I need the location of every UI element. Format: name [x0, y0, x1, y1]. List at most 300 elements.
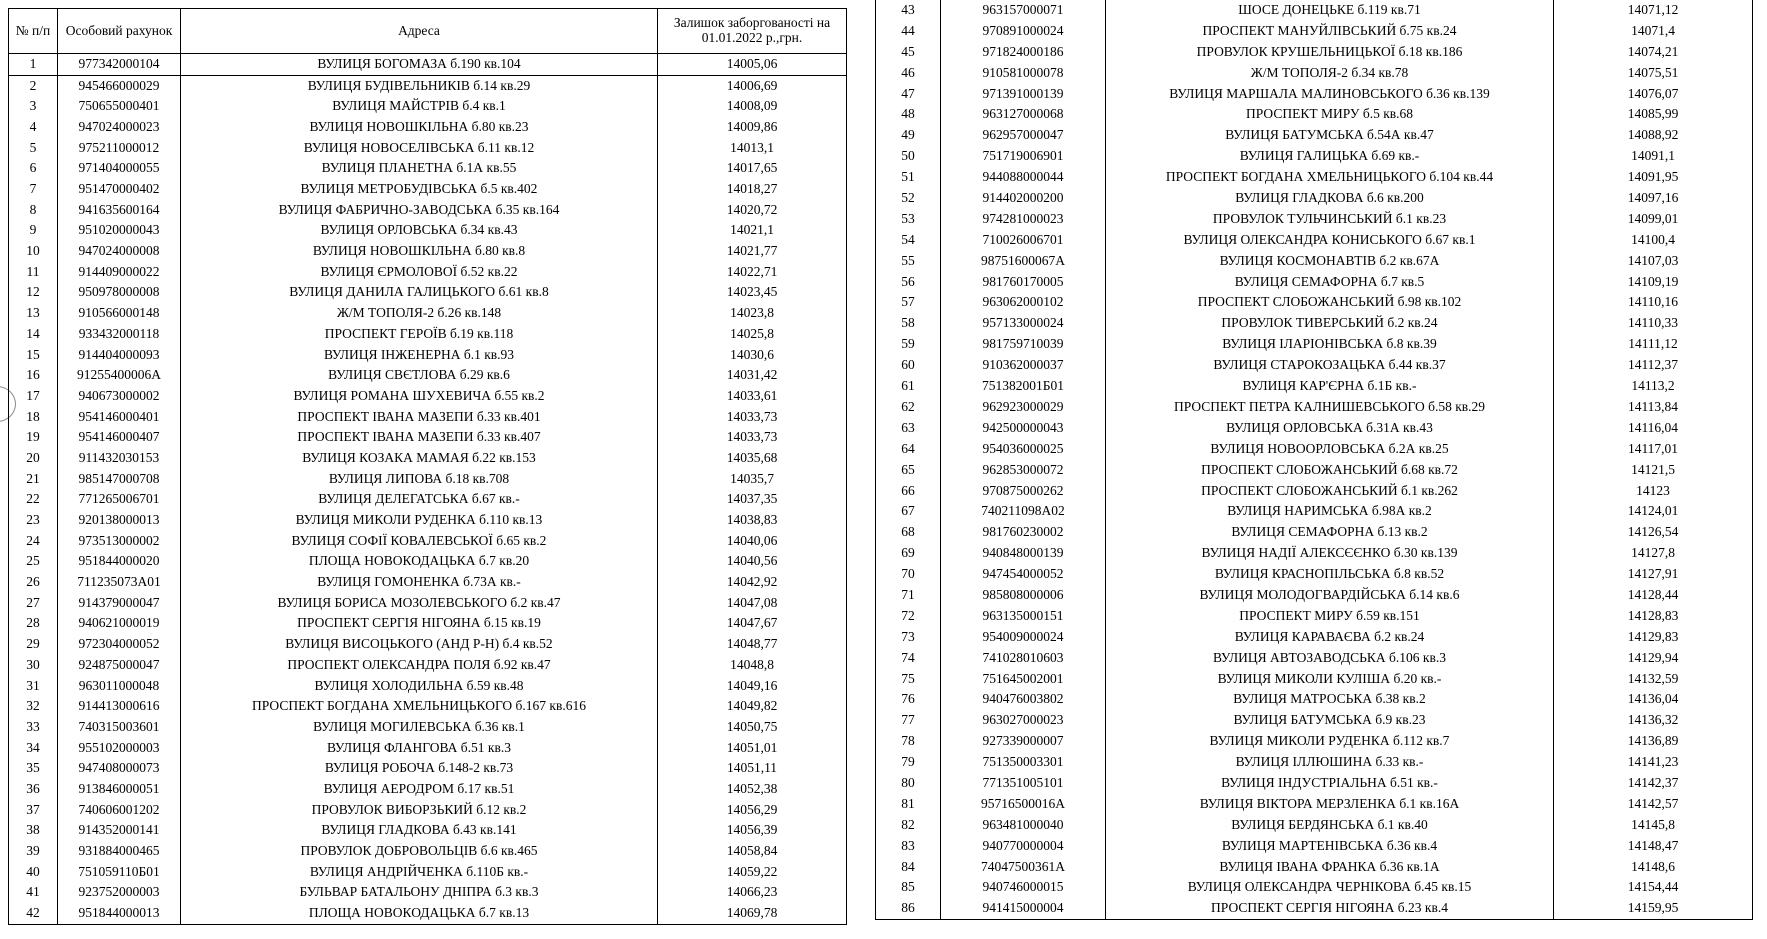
- debt-amount: 14033,73: [658, 427, 847, 448]
- table-row: [876, 188, 1753, 209]
- address: ВУЛИЦЯ ОЛЕКСАНДРА КОНИСЬКОГО б.67 кв.1: [1106, 230, 1554, 251]
- debt-amount: 14141,23: [1554, 752, 1753, 773]
- table-row: [9, 903, 847, 924]
- account-number: 975211000012: [58, 138, 181, 159]
- row-number: 18: [9, 407, 58, 428]
- table-row: [876, 104, 1753, 125]
- debt-amount: 14145,8: [1554, 815, 1753, 836]
- account-number: 981760230002: [941, 522, 1106, 543]
- row-number: 57: [876, 292, 941, 313]
- account-number: 942500000043: [941, 418, 1106, 439]
- address: ВУЛИЦЯ НАРИМСЬКА б.98А кв.2: [1106, 501, 1554, 522]
- row-number: 28: [9, 614, 58, 635]
- table-row: [876, 501, 1753, 522]
- row-number: 65: [876, 460, 941, 481]
- address: ВУЛИЦЯ РОБОЧА б.148-2 кв.73: [181, 758, 658, 779]
- debt-amount: 14091,95: [1554, 167, 1753, 188]
- row-number: 6: [9, 158, 58, 179]
- debt-amount: 14076,07: [1554, 84, 1753, 105]
- address: ВУЛИЦЯ ПЛАНЕТНА б.1А кв.55: [181, 158, 658, 179]
- account-number: 963062000102: [941, 292, 1106, 313]
- row-number: 68: [876, 522, 941, 543]
- debt-amount: 14020,72: [658, 200, 847, 221]
- table-row: [9, 655, 847, 676]
- address: ВУЛИЦЯ СОФІЇ КОВАЛЕВСЬКОЇ б.65 кв.2: [181, 531, 658, 552]
- table-row: [876, 836, 1753, 857]
- row-number: 24: [9, 531, 58, 552]
- debt-amount: 14052,38: [658, 779, 847, 800]
- account-number: 910581000078: [941, 63, 1106, 84]
- address: ВУЛИЦЯ ФЛАНГОВА б.51 кв.3: [181, 738, 658, 759]
- address: ВУЛИЦЯ СВЄТЛОВА б.29 кв.6: [181, 365, 658, 386]
- account-number: 947024000008: [58, 241, 181, 262]
- row-number: 58: [876, 313, 941, 334]
- account-number: 951470000402: [58, 179, 181, 200]
- account-number: 985808000006: [941, 585, 1106, 606]
- row-number: 47: [876, 84, 941, 105]
- table-row: [876, 627, 1753, 648]
- debt-amount: 14005,06: [658, 54, 847, 76]
- row-number: 31: [9, 676, 58, 697]
- table-row: [876, 125, 1753, 146]
- address: ВУЛИЦЯ КАР'ЄРНА б.1Б кв.-: [1106, 376, 1554, 397]
- row-number: 45: [876, 42, 941, 63]
- row-number: 38: [9, 820, 58, 841]
- debt-amount: 14129,83: [1554, 627, 1753, 648]
- row-number: 32: [9, 696, 58, 717]
- row-number: 25: [9, 552, 58, 573]
- address: ВУЛИЦЯ ІЛАРІОНІВСЬКА б.8 кв.39: [1106, 334, 1554, 355]
- row-number: 10: [9, 241, 58, 262]
- account-number: 74047500361А: [941, 857, 1106, 878]
- table-row: [9, 117, 847, 138]
- row-number: 15: [9, 345, 58, 366]
- column-header-address: Адреса: [181, 9, 658, 54]
- table-row: [9, 283, 847, 304]
- row-number: 11: [9, 262, 58, 283]
- debt-amount: 14008,09: [658, 96, 847, 117]
- address: ВУЛИЦЯ ІНЖЕНЕРНА б.1 кв.93: [181, 345, 658, 366]
- address: ВУЛИЦЯ БОГОМАЗА б.190 кв.104: [181, 54, 658, 76]
- debt-amount: 14033,73: [658, 407, 847, 428]
- debt-amount: 14117,01: [1554, 439, 1753, 460]
- debt-amount: 14113,2: [1554, 376, 1753, 397]
- debt-amount: 14126,54: [1554, 522, 1753, 543]
- debt-amount: 14040,06: [658, 531, 847, 552]
- table-row: [9, 531, 847, 552]
- table-row: [9, 883, 847, 904]
- account-number: 957133000024: [941, 313, 1106, 334]
- address: ВУЛИЦЯ НОВОШКІЛЬНА б.80 кв.23: [181, 117, 658, 138]
- table-row: [9, 820, 847, 841]
- row-number: 67: [876, 501, 941, 522]
- row-number: 82: [876, 815, 941, 836]
- row-number: 69: [876, 543, 941, 564]
- row-number: 46: [876, 63, 941, 84]
- account-number: 951844000013: [58, 903, 181, 924]
- account-number: 947408000073: [58, 758, 181, 779]
- table-row: [9, 241, 847, 262]
- row-number: 44: [876, 21, 941, 42]
- account-number: 962853000072: [941, 460, 1106, 481]
- account-number: 954009000024: [941, 627, 1106, 648]
- account-number: 924875000047: [58, 655, 181, 676]
- debt-amount: 14123: [1554, 480, 1753, 501]
- address: ПРОСПЕКТ СЕРГІЯ НІГОЯНА б.23 кв.4: [1106, 898, 1554, 919]
- row-number: 84: [876, 857, 941, 878]
- debt-amount: 14023,45: [658, 283, 847, 304]
- table-row: [876, 564, 1753, 585]
- debt-amount: 14051,01: [658, 738, 847, 759]
- account-number: 981760170005: [941, 272, 1106, 293]
- debt-amount: 14127,91: [1554, 564, 1753, 585]
- table-row: [9, 614, 847, 635]
- row-number: 75: [876, 669, 941, 690]
- row-number: 13: [9, 303, 58, 324]
- table-row: [9, 696, 847, 717]
- account-number: 914413000616: [58, 696, 181, 717]
- address: ВУЛИЦЯ ЄРМОЛОВОЇ б.52 кв.22: [181, 262, 658, 283]
- table-row: [876, 42, 1753, 63]
- table-row: [9, 572, 847, 593]
- debt-amount: 14075,51: [1554, 63, 1753, 84]
- table-row: [876, 272, 1753, 293]
- address: ВУЛИЦЯ МАТРОСЬКА б.38 кв.2: [1106, 689, 1554, 710]
- debt-amount: 14009,86: [658, 117, 847, 138]
- row-number: 27: [9, 593, 58, 614]
- debt-amount: 14132,59: [1554, 669, 1753, 690]
- address: ВУЛИЦЯ ОРЛОВСЬКА б.34 кв.43: [181, 221, 658, 242]
- row-number: 19: [9, 427, 58, 448]
- row-number: 7: [9, 179, 58, 200]
- account-number: 954036000025: [941, 439, 1106, 460]
- table-row: [9, 738, 847, 759]
- table-row: [9, 324, 847, 345]
- row-number: 8: [9, 200, 58, 221]
- row-number: 81: [876, 794, 941, 815]
- account-number: 963127000068: [941, 104, 1106, 125]
- debt-amount: 14031,42: [658, 365, 847, 386]
- table-row: [876, 648, 1753, 669]
- debt-amount: 14128,83: [1554, 606, 1753, 627]
- column-header-row-number: № п/п: [9, 9, 58, 54]
- row-number: 22: [9, 489, 58, 510]
- table-row: [876, 230, 1753, 251]
- debt-amount: 14017,65: [658, 158, 847, 179]
- address: ВУЛИЦЯ КОЗАКА МАМАЯ б.22 кв.153: [181, 448, 658, 469]
- address: ПРОСПЕКТ ГЕРОЇВ б.19 кв.118: [181, 324, 658, 345]
- account-number: 931884000465: [58, 841, 181, 862]
- row-number: 4: [9, 117, 58, 138]
- row-number: 36: [9, 779, 58, 800]
- row-number: 76: [876, 689, 941, 710]
- debt-amount: 14018,27: [658, 179, 847, 200]
- debt-amount: 14071,4: [1554, 21, 1753, 42]
- table-row: [9, 365, 847, 386]
- account-number: 711235073А01: [58, 572, 181, 593]
- table-row: [9, 158, 847, 179]
- header-row: [9, 9, 847, 54]
- row-number: 60: [876, 355, 941, 376]
- table-row: [876, 710, 1753, 731]
- address: ПРОВУЛОК ДОБРОВОЛЬЦІВ б.6 кв.465: [181, 841, 658, 862]
- debt-amount: 14066,23: [658, 883, 847, 904]
- table-row: [876, 355, 1753, 376]
- debt-amount: 14051,11: [658, 758, 847, 779]
- address: ВУЛИЦЯ МИКОЛИ РУДЕНКА б.112 кв.7: [1106, 731, 1554, 752]
- debt-amount: 14040,56: [658, 552, 847, 573]
- address: ВУЛИЦЯ ГЛАДКОВА б.6 кв.200: [1106, 188, 1554, 209]
- account-number: 963481000040: [941, 815, 1106, 836]
- account-number: 950978000008: [58, 283, 181, 304]
- debt-amount: 14154,44: [1554, 877, 1753, 898]
- account-number: 947024000023: [58, 117, 181, 138]
- debt-amount: 14038,83: [658, 510, 847, 531]
- row-number: 56: [876, 272, 941, 293]
- address: ВУЛИЦЯ БУДІВЕЛЬНИКІВ б.14 кв.29: [181, 75, 658, 96]
- debt-amount: 14110,33: [1554, 313, 1753, 334]
- address: ПРОСПЕКТ МАНУЙЛІВСЬКИЙ б.75 кв.24: [1106, 21, 1554, 42]
- row-number: 1: [9, 54, 58, 76]
- debt-table-header: [9, 9, 847, 54]
- address: ВУЛИЦЯ КАРАВАЄВА б.2 кв.24: [1106, 627, 1554, 648]
- table-row: [9, 676, 847, 697]
- table-row: [9, 179, 847, 200]
- debt-amount: 14037,35: [658, 489, 847, 510]
- row-number: 16: [9, 365, 58, 386]
- address: ШОСЕ ДОНЕЦЬКЕ б.119 кв.71: [1106, 0, 1554, 21]
- debt-amount: 14107,03: [1554, 251, 1753, 272]
- debt-amount: 14056,29: [658, 800, 847, 821]
- account-number: 914409000022: [58, 262, 181, 283]
- debt-amount: 14013,1: [658, 138, 847, 159]
- debt-amount: 14127,8: [1554, 543, 1753, 564]
- debt-amount: 14021,1: [658, 221, 847, 242]
- table-row: [876, 522, 1753, 543]
- address: ПРОВУЛОК КРУШЕЛЬНИЦЬКОЇ б.18 кв.186: [1106, 42, 1554, 63]
- table-row: [876, 773, 1753, 794]
- row-number: 14: [9, 324, 58, 345]
- address: ВУЛИЦЯ ІЛЛЮШИНА б.33 кв.-: [1106, 752, 1554, 773]
- table-row: [9, 200, 847, 221]
- account-number: 945466000029: [58, 75, 181, 96]
- table-row: [876, 815, 1753, 836]
- account-number: 985147000708: [58, 469, 181, 490]
- row-number: 48: [876, 104, 941, 125]
- account-number: 940848000139: [941, 543, 1106, 564]
- account-number: 963011000048: [58, 676, 181, 697]
- table-row: [876, 794, 1753, 815]
- account-number: 971391000139: [941, 84, 1106, 105]
- row-number: 63: [876, 418, 941, 439]
- row-number: 53: [876, 209, 941, 230]
- debt-amount: 14047,67: [658, 614, 847, 635]
- address: ВУЛИЦЯ БОРИСА МОЗОЛЕВСЬКОГО б.2 кв.47: [181, 593, 658, 614]
- table-row: [9, 386, 847, 407]
- debt-amount: 14025,8: [658, 324, 847, 345]
- debt-table-right-body: [876, 0, 1753, 920]
- row-number: 83: [876, 836, 941, 857]
- table-row: [9, 138, 847, 159]
- debt-amount: 14121,5: [1554, 460, 1753, 481]
- account-number: 771351005101: [941, 773, 1106, 794]
- table-row: [876, 418, 1753, 439]
- table-row: [876, 731, 1753, 752]
- row-number: 33: [9, 717, 58, 738]
- table-row: [876, 21, 1753, 42]
- address: ПРОВУЛОК ТИВЕРСЬКИЙ б.2 кв.24: [1106, 313, 1554, 334]
- table-row: [876, 146, 1753, 167]
- table-row: [876, 334, 1753, 355]
- table-row: [9, 510, 847, 531]
- row-number: 12: [9, 283, 58, 304]
- debt-amount: 14023,8: [658, 303, 847, 324]
- address: ПРОСПЕКТ МИРУ б.5 кв.68: [1106, 104, 1554, 125]
- address: ПЛОЩА НОВОКОДАЦЬКА б.7 кв.13: [181, 903, 658, 924]
- table-row: [9, 262, 847, 283]
- row-number: 30: [9, 655, 58, 676]
- account-number: 974281000023: [941, 209, 1106, 230]
- address: Ж/М ТОПОЛЯ-2 б.34 кв.78: [1106, 63, 1554, 84]
- account-number: 963157000071: [941, 0, 1106, 21]
- row-number: 21: [9, 469, 58, 490]
- address: ВУЛИЦЯ ОРЛОВСЬКА б.31А кв.43: [1106, 418, 1554, 439]
- account-number: 927339000007: [941, 731, 1106, 752]
- address: ВУЛИЦЯ ІВАНА ФРАНКА б.36 кв.1А: [1106, 857, 1554, 878]
- debt-amount: 14099,01: [1554, 209, 1753, 230]
- address: ВУЛИЦЯ МОЛОДОГВАРДІЙСЬКА б.14 кв.6: [1106, 585, 1554, 606]
- account-number: 970891000024: [941, 21, 1106, 42]
- table-row: [876, 857, 1753, 878]
- account-number: 740606001202: [58, 800, 181, 821]
- address: Ж/М ТОПОЛЯ-2 б.26 кв.148: [181, 303, 658, 324]
- address: ВУЛИЦЯ ДАНИЛА ГАЛИЦЬКОГО б.61 кв.8: [181, 283, 658, 304]
- debt-amount: 14100,4: [1554, 230, 1753, 251]
- debt-amount: 14142,57: [1554, 794, 1753, 815]
- account-number: 962923000029: [941, 397, 1106, 418]
- address: ВУЛИЦЯ СЕМАФОРНА б.13 кв.2: [1106, 522, 1554, 543]
- row-number: 50: [876, 146, 941, 167]
- row-number: 5: [9, 138, 58, 159]
- debt-amount: 14059,22: [658, 862, 847, 883]
- row-number: 37: [9, 800, 58, 821]
- account-number: 955102000003: [58, 738, 181, 759]
- row-number: 26: [9, 572, 58, 593]
- account-number: 954146000407: [58, 427, 181, 448]
- row-number: 78: [876, 731, 941, 752]
- account-number: 972304000052: [58, 634, 181, 655]
- table-row: [9, 75, 847, 96]
- address: ПРОСПЕКТ ІВАНА МАЗЕПИ б.33 кв.407: [181, 427, 658, 448]
- debt-amount: 14074,21: [1554, 42, 1753, 63]
- debt-amount: 14048,8: [658, 655, 847, 676]
- table-row: [9, 717, 847, 738]
- account-number: 751645002001: [941, 669, 1106, 690]
- account-number: 981759710039: [941, 334, 1106, 355]
- row-number: 74: [876, 648, 941, 669]
- row-number: 86: [876, 898, 941, 919]
- account-number: 951844000020: [58, 552, 181, 573]
- account-number: 941415000004: [941, 898, 1106, 919]
- account-number: 963027000023: [941, 710, 1106, 731]
- address: ПЛОЩА НОВОКОДАЦЬКА б.7 кв.20: [181, 552, 658, 573]
- table-row: [876, 167, 1753, 188]
- account-number: 971824000186: [941, 42, 1106, 63]
- address: ВУЛИЦЯ ФАБРИЧНО-ЗАВОДСЬКА б.35 кв.164: [181, 200, 658, 221]
- table-row: [876, 898, 1753, 919]
- address: ВУЛИЦЯ АЕРОДРОМ б.17 кв.51: [181, 779, 658, 800]
- row-number: 20: [9, 448, 58, 469]
- row-number: 41: [9, 883, 58, 904]
- debt-amount: 14109,19: [1554, 272, 1753, 293]
- address: ВУЛИЦЯ НОВОШКІЛЬНА б.80 кв.8: [181, 241, 658, 262]
- address: ВУЛИЦЯ ЛИПОВА б.18 кв.708: [181, 469, 658, 490]
- address: ВУЛИЦЯ МЕТРОБУДІВСЬКА б.5 кв.402: [181, 179, 658, 200]
- table-row: [876, 480, 1753, 501]
- address: ВУЛИЦЯ МИКОЛИ РУДЕНКА б.110 кв.13: [181, 510, 658, 531]
- row-number: 72: [876, 606, 941, 627]
- table-row: [876, 63, 1753, 84]
- table-row: [876, 606, 1753, 627]
- address: ПРОСПЕКТ СЛОБОЖАНСЬКИЙ б.1 кв.262: [1106, 480, 1554, 501]
- account-number: 710026006701: [941, 230, 1106, 251]
- table-row: [9, 758, 847, 779]
- table-row: [9, 841, 847, 862]
- address: ВУЛИЦЯ СЕМАФОРНА б.7 кв.5: [1106, 272, 1554, 293]
- debt-amount: 14142,37: [1554, 773, 1753, 794]
- row-number: 43: [876, 0, 941, 21]
- account-number: 941635600164: [58, 200, 181, 221]
- account-number: 913846000051: [58, 779, 181, 800]
- table-row: [9, 779, 847, 800]
- debt-amount: 14035,68: [658, 448, 847, 469]
- address: ВУЛИЦЯ ГАЛИЦЬКА б.69 кв.-: [1106, 146, 1554, 167]
- address: ВУЛИЦЯ МАРШАЛА МАЛИНОВСЬКОГО б.36 кв.139: [1106, 84, 1554, 105]
- address: ВУЛИЦЯ ГОМОНЕНКА б.73А кв.-: [181, 572, 658, 593]
- table-row: [9, 96, 847, 117]
- account-number: 962957000047: [941, 125, 1106, 146]
- address: ВУЛИЦЯ СТАРОКОЗАЦЬКА б.44 кв.37: [1106, 355, 1554, 376]
- address: ПРОСПЕКТ МИРУ б.59 кв.151: [1106, 606, 1554, 627]
- account-number: 914402000200: [941, 188, 1106, 209]
- debt-amount: 14049,82: [658, 696, 847, 717]
- address: ВУЛИЦЯ ВИСОЦЬКОГО (АНД Р-Н) б.4 кв.52: [181, 634, 658, 655]
- table-row: [876, 376, 1753, 397]
- account-number: 740315003601: [58, 717, 181, 738]
- account-number: 951020000043: [58, 221, 181, 242]
- table-row: [9, 469, 847, 490]
- table-row: [9, 303, 847, 324]
- table-row: [876, 439, 1753, 460]
- row-number: 62: [876, 397, 941, 418]
- row-number: 61: [876, 376, 941, 397]
- debt-table-right: [875, 0, 1753, 920]
- table-row: [9, 593, 847, 614]
- debt-amount: 14097,16: [1554, 188, 1753, 209]
- account-number: 914379000047: [58, 593, 181, 614]
- row-number: 64: [876, 439, 941, 460]
- address: БУЛЬВАР БАТАЛЬОНУ ДНІПРА б.3 кв.3: [181, 883, 658, 904]
- table-row: [876, 752, 1753, 773]
- address: ВУЛИЦЯ КРАСНОПІЛЬСЬКА б.8 кв.52: [1106, 564, 1554, 585]
- debt-amount: 14148,47: [1554, 836, 1753, 857]
- row-number: 23: [9, 510, 58, 531]
- table-row: [876, 84, 1753, 105]
- debt-amount: 14058,84: [658, 841, 847, 862]
- table-row: [9, 427, 847, 448]
- account-number: 970875000262: [941, 480, 1106, 501]
- debt-amount: 14071,12: [1554, 0, 1753, 21]
